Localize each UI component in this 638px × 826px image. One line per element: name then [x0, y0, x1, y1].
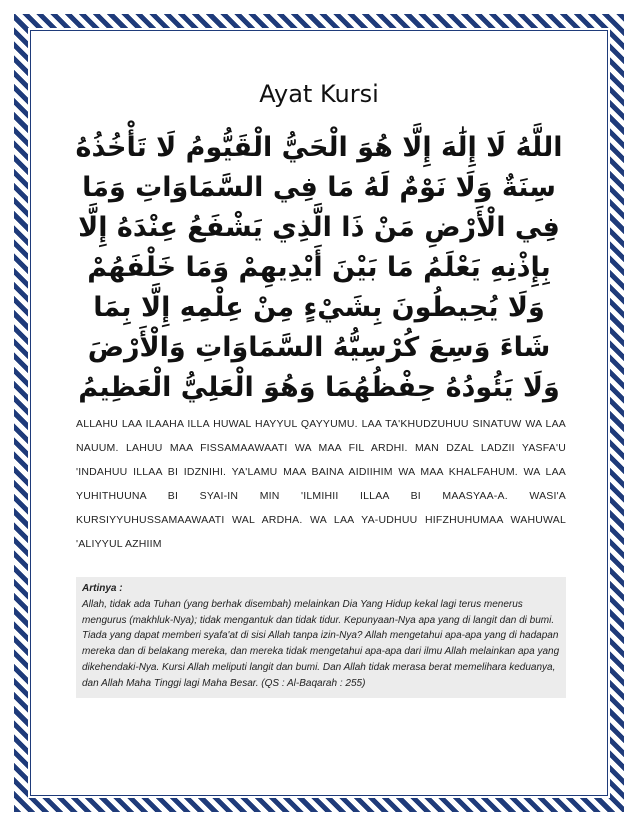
translation-box — [76, 577, 566, 698]
arabic-verse-text: اللَّهُ لَا إِلَٰهَ إِلَّا هُوَ الْحَيُّ الْقَيُّومُ لَا تَأْخُذُهُ سِنَةٌ وَلَا نَوْمٌ لَهُ مَا فِي السَّمَاوَاتِ وَمَا فِي الْأَرْضِ مَنْ ذَا الَّذِي يَشْفَعُ عِنْدَهُ إِلَّا بِإِذْنِهِ يَعْلَمُ مَا بَيْنَ أَيْدِيهِمْ وَمَا خَلْفَهُمْ وَلَا يُحِيطُونَ بِشَيْءٍ مِنْ عِلْمِهِ إِلَّا بِمَا شَاءَ وَسِعَ كُرْسِيُّهُ السَّمَاوَاتِ وَالْأَرْضَ وَلَا يَئُودُهُ حِفْظُهُمَا وَهُوَ الْعَلِيُّ الْعَظِيمُ — [75, 132, 563, 403]
transliteration-text: ALLAHU LAA ILAAHA ILLA HUWAL HAYYUL QAYYUMU. LAA TA'KHUDZUHUU SINATUW WA LAA NAUUM. LAHUU MAA FISSAMAAWAATI WA MAA FIL ARDHI. MAN DZAL LADZII YASFA'U 'INDAHUU ILLAA BI IDZNIHI. YA'LAMU MAA BAINA AIDIIHIM WA MAA KHALFAHUM. WA LAA YUHITHUUNA BI SYAI-IN MIN 'ILMIHII ILLAA BI MAASYAA-A. WASI'A KURSIYYUHUSSAMAAWAATI WAL ARDHA. WA LAA YA-UDHUU HIFZHUHUMAA WAHUWAL 'ALIYYUL AZHIIM — [76, 418, 566, 550]
translation-label: Artinya : — [82, 583, 123, 594]
page-title: Ayat Kursi — [259, 80, 379, 108]
translation-text: Allah, tidak ada Tuhan (yang berhak disembah) melainkan Dia Yang Hidup kekal lagi terus menerus mengurus (makhluk-Nya); tidak mengantuk dan tidak tidur. Kepunyaan-Nya apa yang di langit dan di bumi. Tiada yang dapat memberi syafa'at di sisi Allah tanpa izin-Nya? Allah mengetahui apa-apa yang di hadapan mereka dan di belakang mereka, dan mereka tidak mengetahui apa-apa dari ilmu Allah melainkan apa yang dikehendaki-Nya. Kursi Allah meliputi langit dan bumi. Dan Allah tidak merasa berat memelihara keduanya, dan Allah Maha Tinggi lagi Maha Besar. (QS : Al-Baqarah : 255) — [82, 598, 560, 689]
